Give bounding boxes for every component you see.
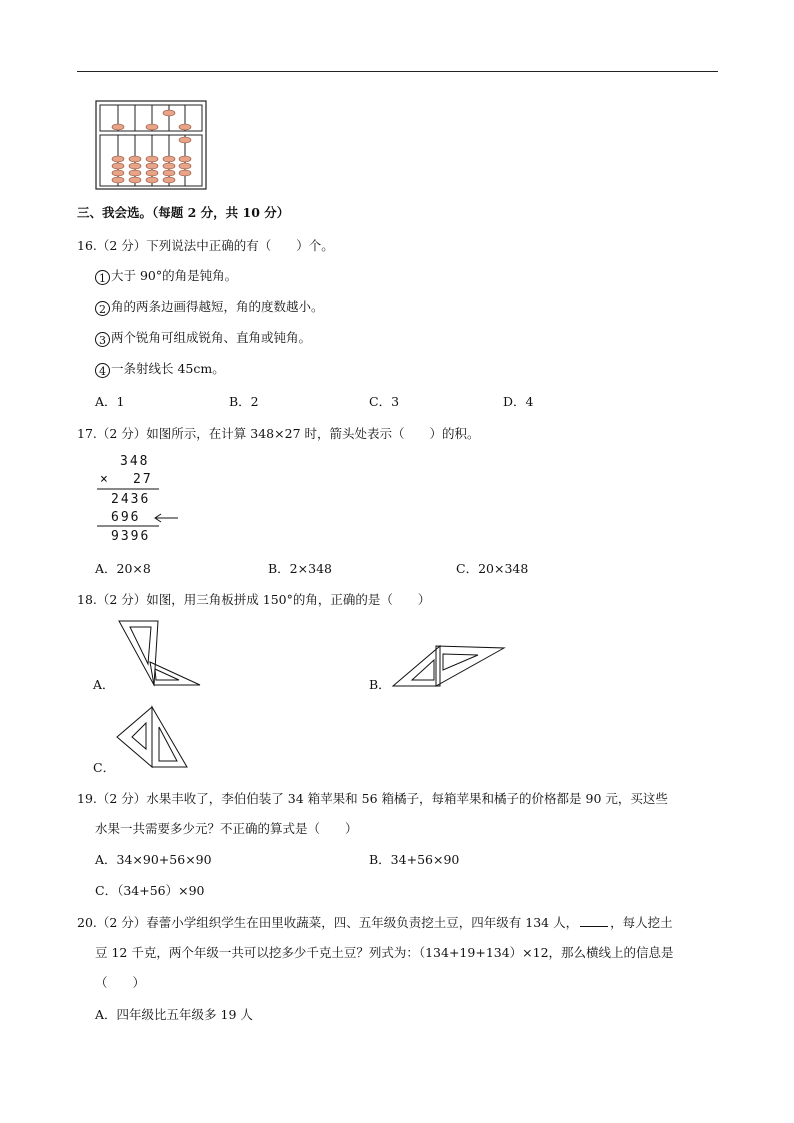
q16-option-b[interactable]: B．2 (229, 394, 259, 409)
calc-partial-product-2: 696 (111, 510, 141, 525)
q20-option-a[interactable]: A．四年级比五年级多 19 人 (95, 1007, 253, 1022)
circled-number: 4 (95, 363, 110, 378)
triangles-figure-a (114, 619, 214, 689)
answer-blank[interactable] (580, 914, 608, 927)
question-20-stem-line-2: 豆 12 千克，两个年级一共可以挖多少千克土豆？列式为：（134+19+134）×12，那么横线上的信息是 (95, 945, 674, 960)
calc-multiplier: 27 (133, 472, 153, 487)
q16-statement-4: 4 一条射线长 45cm。 (95, 361, 225, 378)
question-20-stem-line-1: 20.（2 分）春蕾小学组织学生在田里收蔬菜，四、五年级负责挖土豆，四年级有 134 人， ，每人挖土 (77, 915, 673, 930)
circled-number: 1 (95, 270, 110, 285)
section-title: 三、我会选。（每题 2 分，共 10 分） (77, 205, 290, 220)
question-16-stem: 16.（2 分）下列说法中正确的有（ ）个。 (77, 238, 334, 253)
triangles-figure-c (115, 705, 195, 770)
q19-option-a[interactable]: A．34×90+56×90 (95, 852, 212, 867)
question-18-stem: 18.（2 分）如图，用三角板拼成 150°的角，正确的是（ ） (77, 592, 431, 607)
q19-option-c[interactable]: C．（34+56）×90 (95, 883, 205, 898)
q18-option-c-label[interactable]: C． (93, 760, 116, 775)
q17-option-a[interactable]: A．20×8 (95, 561, 151, 576)
question-20-stem-line-3: （ ） (95, 975, 146, 990)
q16-option-a[interactable]: A．1 (95, 394, 125, 409)
circled-number: 3 (95, 332, 110, 347)
calc-times-sign: × (100, 472, 110, 487)
circled-number: 2 (95, 301, 110, 316)
q16-statement-3: 3 两个锐角可组成锐角、直角或钝角。 (95, 330, 311, 347)
q16-option-c[interactable]: C．3 (369, 394, 400, 409)
q16-statement-2: 2 角的两条边画得越短，角的度数越小。 (95, 299, 324, 316)
abacus-figure (95, 100, 215, 190)
q16-option-d[interactable]: D．4 (503, 394, 534, 409)
calc-result: 9396 (111, 529, 151, 544)
q18-option-b-label[interactable]: B． (369, 677, 391, 692)
triangles-figure-b (390, 640, 510, 690)
q17-option-c[interactable]: C．20×348 (456, 561, 529, 576)
q16-statement-1: 1 大于 90°的角是钝角。 (95, 268, 237, 285)
question-19-stem-line-2: 水果一共需要多少元？不正确的算式是（ ） (95, 821, 358, 836)
calc-partial-product-1: 2436 (111, 492, 151, 507)
question-19-stem-line-1: 19.（2 分）水果丰收了，李伯伯装了 34 箱苹果和 56 箱橘子，每箱苹果和橘子的价格都是 90 元，买这些 (77, 791, 668, 806)
question-17-stem: 17.（2 分）如图所示，在计算 348×27 时，箭头处表示（ ）的积。 (77, 426, 480, 441)
header-rule (77, 71, 718, 72)
q18-option-a-label[interactable]: A． (93, 677, 115, 692)
calc-multiplicand: 348 (120, 454, 150, 469)
q19-option-b[interactable]: B．34+56×90 (369, 852, 460, 867)
arrow-icon (152, 512, 192, 524)
q17-option-b[interactable]: B．2×348 (268, 561, 332, 576)
